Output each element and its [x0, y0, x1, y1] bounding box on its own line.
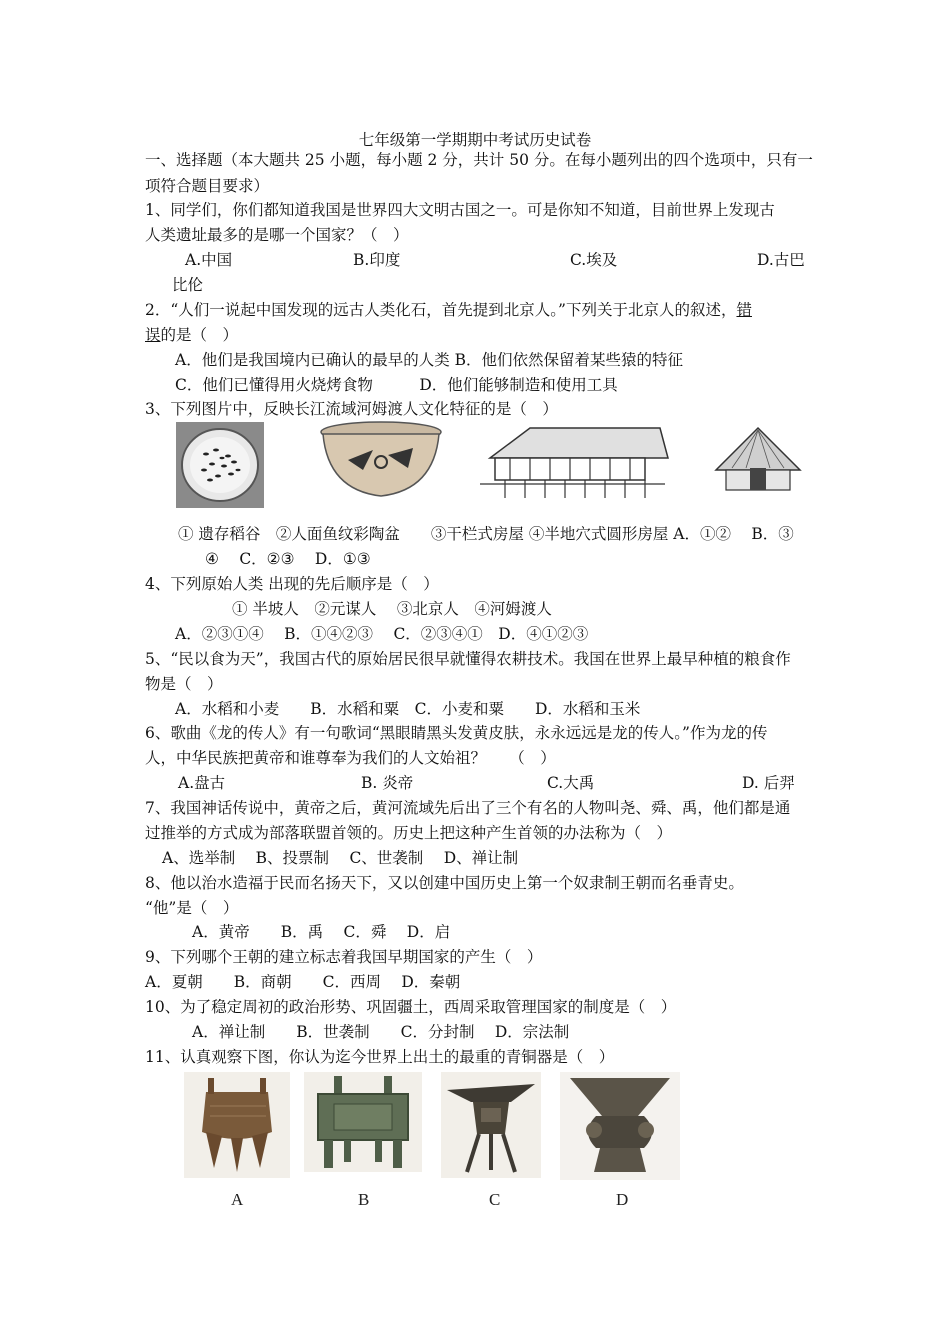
round-hut-image — [712, 424, 804, 496]
q3-options-wrap: ④ C．②③ D．①③ — [205, 550, 371, 568]
q7-stem-line1: 7、我国神话传说中，黄帝之后，黄河流域先后出了三个有名的人物叫尧、舜、禹，他们都是通 — [145, 799, 791, 817]
q2-options-line1: A．他们是我国境内已确认的最早的人类 B．他们依然保留着某些猿的特征 — [175, 351, 684, 369]
bronze-vessel-a-image — [184, 1072, 290, 1178]
q5-options: A．水稻和小麦 B．水稻和粟 C．小麦和粟 D．水稻和玉米 — [175, 700, 641, 718]
q3-captions: ① 遗存稻谷 ②人面鱼纹彩陶盆 ③干栏式房屋 ④半地穴式圆形房屋 A．①② B．③ — [178, 525, 794, 543]
q1-option-d-wrap: 比伦 — [172, 276, 204, 294]
q9-stem: 9、下列哪个王朝的建立标志着我国早期国家的产生（ ） — [145, 948, 543, 966]
q6-option-b: B. 炎帝 — [361, 774, 414, 792]
q1-stem-line2: 人类遗址最多的是哪一个国家？（ ） — [145, 226, 409, 244]
q4-options: A．②③①④ B．①④②③ C．②③④① D．④①②③ — [175, 625, 589, 643]
stilt-house-image — [470, 424, 670, 500]
q1-option-c: C.埃及 — [570, 251, 618, 269]
q10-stem: 10、为了稳定周初的政治形势、巩固疆土，西周采取管理国家的制度是（ ） — [145, 998, 677, 1016]
bronze-label-c: C — [489, 1190, 501, 1209]
q6-option-d: D. 后羿 — [742, 774, 795, 792]
q10-options: A．禅让制 B．世袭制 C．分封制 D．宗法制 — [192, 1023, 570, 1041]
bronze-vessel-d-image — [560, 1072, 680, 1180]
bronze-label-a: A — [231, 1190, 244, 1209]
q2-stem-line1: 2．“人们一说起中国发现的远古人类化石，首先提到北京人。”下列关于北京人的叙述，错 — [145, 301, 752, 319]
section-heading-line2: 项符合题目要求） — [145, 177, 270, 195]
bronze-vessel-b-image — [304, 1072, 422, 1172]
q8-options: A．黄帝 B．禹 C．舜 D．启 — [192, 923, 451, 941]
section-heading-line1: 一、选择题（本大题共 25 小题，每小题 2 分，共计 50 分。在每小题列出的四个选项中，只有一 — [145, 151, 813, 169]
q4-items: ① 半坡人 ②元谋人 ③北京人 ④河姆渡人 — [232, 600, 552, 618]
painted-pottery-basin-image — [318, 420, 444, 500]
q6-stem-line2: 人，中华民族把黄帝和谁尊奉为我们的人文始祖？ （ ） — [145, 749, 556, 767]
q6-option-a: A.盘古 — [178, 774, 226, 792]
rice-grains-image — [176, 422, 264, 508]
bronze-vessel-c-image — [441, 1072, 541, 1178]
q1-option-b: B.印度 — [353, 251, 401, 269]
q6-stem-line1: 6、歌曲《龙的传人》有一句歌词“黑眼睛黑头发黄皮肤，永永远远是龙的传人。”作为龙的传 — [145, 724, 768, 742]
q9-options: A．夏朝 B．商朝 C．西周 D．秦朝 — [145, 973, 461, 991]
q1-option-d: D.古巴 — [757, 251, 805, 269]
q1-stem-line1: 1、同学们，你们都知道我国是世界四大文明古国之一。可是你知不知道，目前世界上发现古 — [145, 201, 775, 219]
bronze-label-b: B — [358, 1190, 370, 1209]
q2-stem-line2: 误的是（ ） — [145, 326, 239, 344]
q5-stem-line2: 物是（ ） — [145, 675, 223, 693]
exam-title: 七年级第一学期期中考试历史试卷 — [358, 131, 592, 149]
q8-stem-line1: 8、他以治水造福于民而名扬天下，又以创建中国历史上第一个奴隶制王朝而名垂青史。 — [145, 874, 744, 892]
q3-stem: 3、下列图片中，反映长江流域河姆渡人文化特征的是（ ） — [145, 400, 558, 418]
q4-stem: 4、下列原始人类 出现的先后顺序是（ ） — [145, 575, 439, 593]
bronze-label-d: D — [616, 1190, 629, 1209]
q7-stem-line2: 过推举的方式成为部落联盟首领的。历史上把这种产生首领的办法称为（ ） — [145, 824, 673, 842]
q5-stem-line1: 5、“民以食为天”，我国古代的原始居民很早就懂得农耕技术。我国在世界上最早种植的粮食作 — [145, 650, 791, 668]
q8-stem-line2: “他”是（ ） — [145, 899, 239, 917]
q2-options-line2: C．他们已懂得用火烧烤食物 D．他们能够制造和使用工具 — [175, 376, 618, 394]
q1-option-a: A.中国 — [185, 251, 233, 269]
q7-options: A、选举制 B、投票制 C、世袭制 D、禅让制 — [162, 849, 519, 867]
q2-emphasis: 错 — [736, 301, 752, 319]
q11-stem: 11、认真观察下图，你认为迄今世界上出土的最重的青铜器是（ ） — [145, 1048, 615, 1066]
q6-option-c: C.大禹 — [547, 774, 595, 792]
